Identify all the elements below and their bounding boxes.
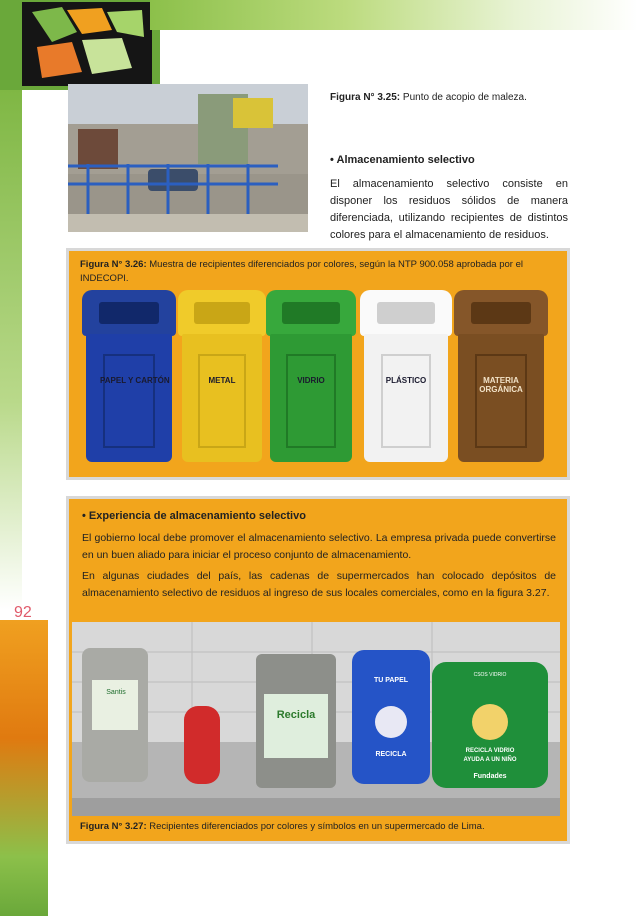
bin-label-paper: PAPEL Y CARTÓN — [100, 376, 170, 385]
photo-text-bin5-brand: Fundades — [473, 773, 507, 780]
bin-label-organic: MATERIA ORGÁNICA — [479, 376, 523, 394]
left-strip-lower-decoration — [0, 620, 48, 916]
figure-326-caption — [80, 258, 550, 286]
photo-text-bin3-brand: Recicla — [276, 709, 316, 721]
figure-326-text: Muestra de recipientes diferenciados por colores, según la NTP 900.058 aprobada por el INDECOPI. — [80, 259, 523, 284]
section-title-experience: • Experiencia de almacenamiento selectivo — [82, 510, 306, 522]
figure-327-text: Recipientes diferenciados por colores y símbolos en un supermercado de Lima. — [149, 821, 485, 832]
collection-point-photo — [68, 84, 308, 232]
photo-text-bin5-top: CSOS VIDRIO — [473, 672, 507, 678]
bin-white — [360, 290, 452, 462]
experience-paragraph-1: El gobierno local debe promover el almacenamiento selectivo. La empresa privada puede convertirse en un buen aliado para iniciar el proceso conjunto de almacenamiento. — [82, 532, 556, 561]
figure-325-text: Punto de acopio de maleza. — [402, 92, 527, 103]
header-decoration — [0, 0, 160, 90]
figure-325-label: Figura N° 3.25: — [330, 92, 401, 103]
photo-text-bin4-title: TU PAPEL — [373, 677, 409, 684]
photo-text-bin4-brand: RECICLA — [375, 751, 407, 758]
figure-327-caption — [80, 821, 485, 832]
experience-paragraph-2: En algunas ciudades del país, las cadenas de supermercados han colocado depósitos de almacenamiento selectivo de residuos al ingreso de sus locales comerciales, como en la figura 3.27. — [82, 570, 556, 599]
figure-327-label: Figura N° 3.27: — [80, 821, 147, 832]
top-banner-decoration — [150, 0, 638, 30]
figure-326-label: Figura N° 3.26: — [80, 259, 147, 270]
photo-text-bin5-line2: AYUDA A UN NIÑO — [463, 757, 517, 763]
photo-text-bin5-line1: RECICLA VIDRIO — [465, 748, 515, 754]
section-title-selective-storage: • Almacenamiento selectivo — [330, 154, 475, 166]
bins-row — [78, 290, 554, 468]
bin-label-glass: VIDRIO — [297, 376, 325, 385]
supermarket-bins-photo — [72, 622, 560, 816]
left-strip-decoration — [0, 90, 22, 610]
bin-green — [266, 290, 356, 462]
bin-brown — [454, 290, 548, 462]
map-image — [22, 2, 152, 86]
page-number: 92 — [14, 604, 32, 621]
bin-label-metal: METAL — [208, 376, 236, 385]
photo-text-bin1-brand: Santis — [106, 689, 126, 696]
figure-325-caption — [330, 92, 527, 103]
bin-label-plastic: PLÁSTICO — [385, 376, 427, 385]
section-text-selective-storage: El almacenamiento selectivo consiste en disponer los residuos sólidos de manera diferenciada, utilizando recipientes de distintos colores para el almacenamiento de residuos. — [330, 178, 568, 241]
bin-blue — [82, 290, 176, 462]
bin-yellow — [178, 290, 266, 462]
